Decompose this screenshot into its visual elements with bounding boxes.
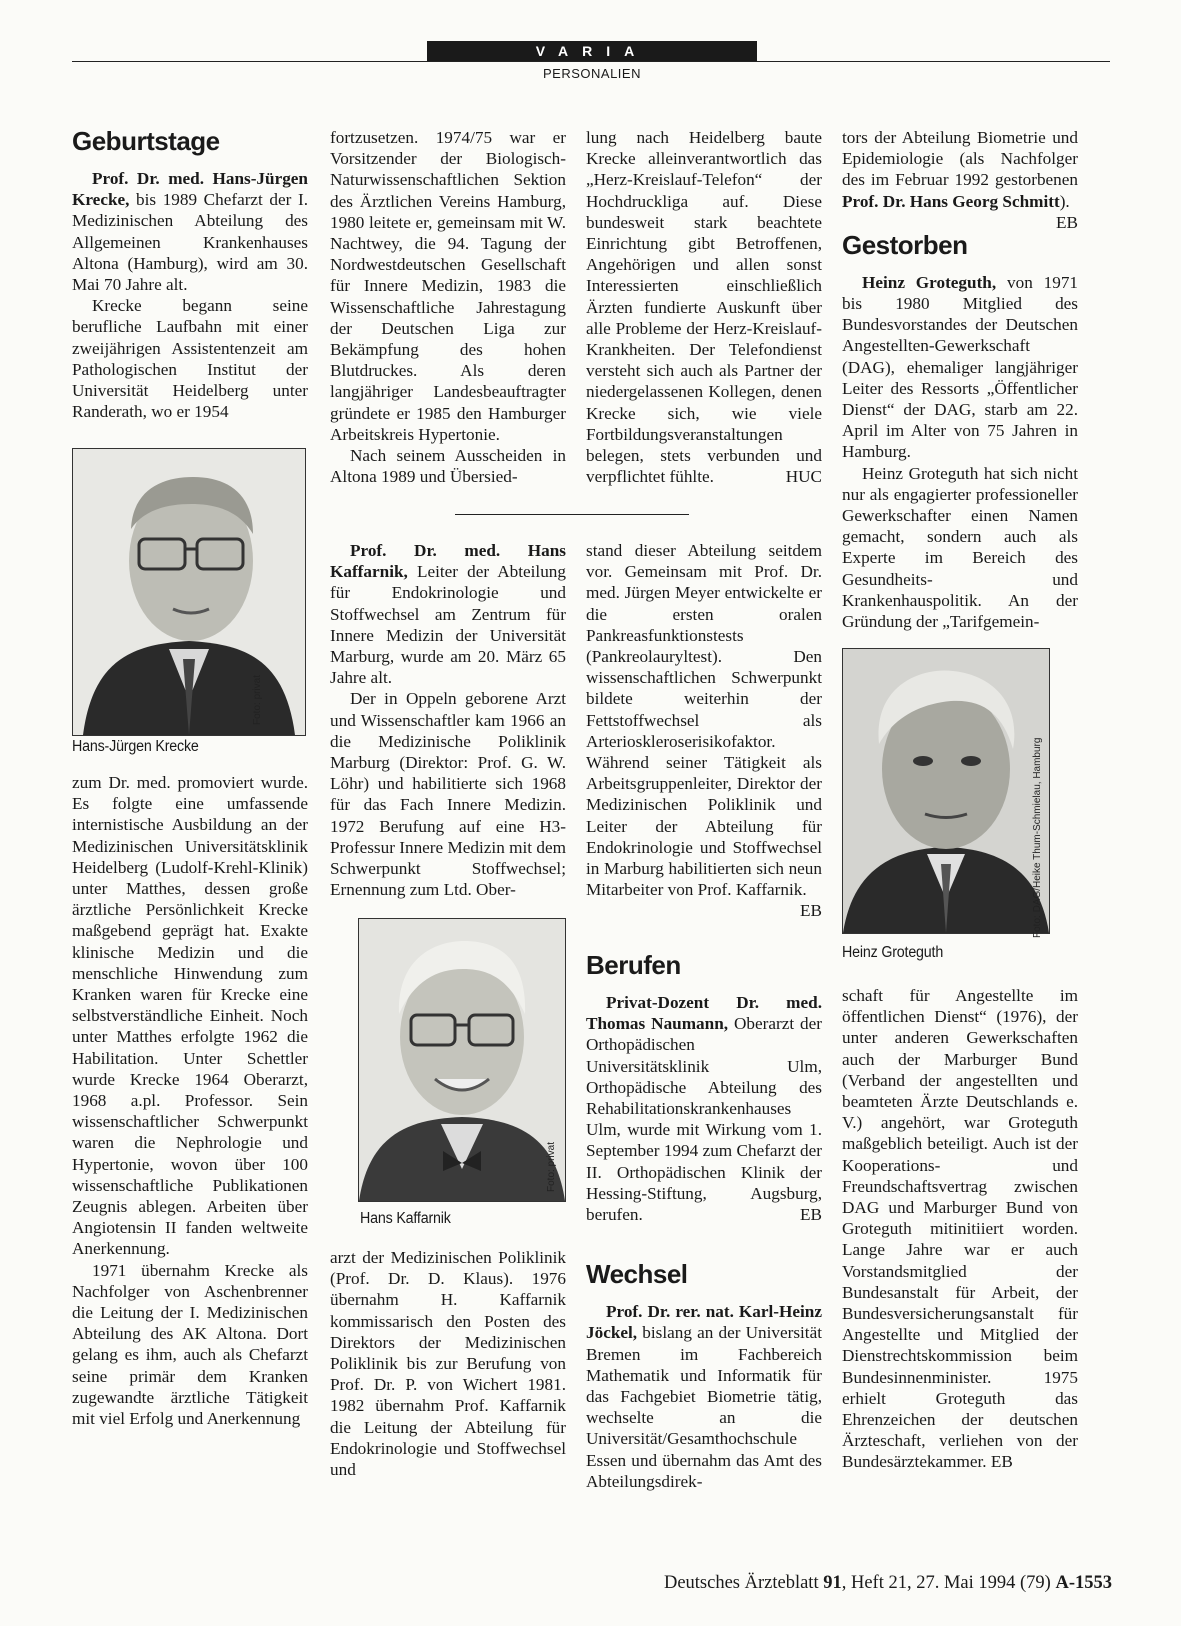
kaffarnik-photo-credit: Foto: privat	[546, 1141, 557, 1192]
krecke-intro: Prof. Dr. med. Hans-Jürgen Krecke, bis 1989 Chefarzt der I. Medizinischen Abteilung des Allgemeinen Krankenhauses Altona (Hamburg), wird am 30. Mai 70 Jahre alt.	[72, 169, 308, 295]
column-3-top	[586, 127, 822, 487]
groteguth-photo-credit: Foto: DAG/Heike Thum-Schmielau, Hamburg	[1032, 737, 1043, 938]
groteguth-photo	[842, 648, 1050, 934]
kaffarnik-director: arzt der Medizinischen Poliklinik (Prof. Dr. D. Klaus). 1976 übernahm H. Kaffarnik kommissarisch den Posten des Direktors der Medizinischen Poliklinik bis zur Berufung von Prof. Dr. P. von Wichert 1981. 1982 übernahm Prof. Kaffarnik die Leitung der Abteilung für Endokrinologie und Stoffwechsel und	[330, 1248, 566, 1480]
section-banner: VARIA	[427, 41, 757, 61]
column-3-lower	[586, 950, 822, 1492]
groteguth-caption: Heinz Groteguth	[842, 944, 944, 961]
groteguth-signature: EB	[990, 1452, 1013, 1472]
krecke-caption: Hans-Jürgen Krecke	[72, 738, 199, 755]
krecke-training: zum Dr. med. promoviert wurde. Es folgte eine umfassende internistische Ausbildung an der Medizinischen Universitätsklinik Heidelberg (Ludolf-Krehl-Klinik) unter Matthes, dessen große ärztliche Persönlichkeit Krecke maßgebend geprägt hat. Exakte klinische Medizin und die menschliche Hinwendung zum Kranken waren für Krecke eine selbstverständliche Einheit. Noch unter Matthes erfolgte 1962 die Habilitation. Unter Schettler wurde Krecke 1964 Oberarzt, 1968 a.pl. Professor. Sein wissenschaftlicher Schwerpunkt waren die Nephrologie und Hypertonie, wovon über 100 wissenschaftliche Publikationen Zeugnis ablegen. Arbeiten über Angiotensin II fanden weltweite Anerkennung.	[72, 773, 308, 1259]
groteguth-tarif: schaft für Angestellte im öffentlichen Dienst“ (1976), der unter anderen Gewerkschaften auch der Marburger Bund (Verband der angestellten und beamteten Ärzte Deutschlands e. V.) angehört, war Groteguth maßgeblich beteiligt. Auch ist der Kooperations- und Freundschaftsvertrag zwischen DAG und Marburger Bund von Groteguth mitinitiiert worden. Lange Jahre war er auch Vorstandsmitglied der Bundesanstalt für Arbeit, der Bundesversicherungsanstalt für Angestellte und Mitglied der Dienstrechtskommission beim Bundesinnenminister. 1975 erhielt Groteguth das Ehrenzeichen der deutschen Ärzteschaft, verliehen von der Bundesärztekammer. EB	[842, 986, 1078, 1472]
kaffarnik-caption: Hans Kaffarnik	[360, 1210, 451, 1227]
kaffarnik-name: Prof. Dr. med. Hans Kaffarnik,	[330, 541, 566, 582]
column-4-top	[842, 127, 1078, 632]
groteguth-name: Heinz Groteguth,	[862, 272, 997, 292]
heading-gestorben: Gestorben	[842, 229, 968, 260]
heading-wechsel: Wechsel	[586, 1259, 688, 1290]
column-2-top	[330, 127, 566, 487]
krecke-activities: fortzusetzen. 1974/75 war er Vorsitzender der Biologisch-Naturwissenschaftlichen Sektion des Ärztlichen Vereins Hamburg, 1980 leitete er, gemeinsam mit W. Nachtwey, die 94. Tagung der Nordwestdeutschen Gesellschaft für Innere Medizin, 1983 die Wissenschaftliche Jahrestagung der Deutschen Liga zur Bekämpfung des hohen Blutdruckes. Als deren langjähriger Landesbeauftragter gründete er 1985 den Hamburger Arbeitskreis Hypertonie.	[330, 128, 566, 444]
joeckel-entry: Prof. Dr. rer. nat. Karl-Heinz Jöckel, bislang an der Universität Bremen im Fachbereich Mathematik und Informatik für das Fachgebiet Biometrie tätig, wechselte an die Universität/Gesamthochschule Essen und übernahm das Amt des Abteilungsdirek-	[586, 1302, 822, 1491]
column-2-bottom	[330, 1247, 566, 1480]
kaffarnik-department: stand dieser Abteilung seitdem vor. Gemeinsam mit Prof. Dr. med. Jürgen Meyer entwickelte er die ersten oralen Pankreasfunktionstests (Pankreolauryltest). Den wissenschaftlichen Schwerpunkt bildete weiterhin der Fettstoffwechsel als Arterioskleroserisikofaktor. Während seiner Tätigkeit als Arbeitsgruppenleiter, Direktor der Medizinischen Poliklinik und Leiter der Abteilung für Endokrinologie und Stoffwechsel in Marburg habilitierten sich neun Mitarbeiter von Prof. Kaffarnik. EB	[586, 541, 822, 921]
krecke-photo	[72, 448, 306, 736]
column-1-bottom	[72, 772, 308, 1429]
article-divider	[455, 514, 689, 515]
joeckel-continued: tors der Abteilung Biometrie und Epidemiologie (als Nachfolger des im Februar 1992 gestorbenen Prof. Dr. Hans Georg Schmitt). EB	[842, 128, 1078, 232]
subsection-label: PERSONALIEN	[543, 66, 641, 81]
naumann-signature: EB	[800, 1205, 822, 1225]
krecke-career-start: Krecke begann seine berufliche Laufbahn mit einer zweijährigen Assistentenzeit am Pathologischen Institut der Universität Heidelberg unter Randerath, wo er 1954	[72, 296, 308, 422]
page-footer: Deutsches Ärzteblatt 91, Heft 21, 27. Mai 1994 (79) A-1553	[663, 1573, 1112, 1593]
naumann-name: Privat-Dozent Dr. med. Thomas Naumann,	[586, 993, 822, 1034]
krecke-heidelberg: lung nach Heidelberg baute Krecke alleinverantwortlich das „Herz-Kreislauf-Telefon“ der Hochdruckliga auf. Diese bundesweit stark beachtete Einrichtung gibt Betroffenen, Angehörigen und allen sonst Interessierten einschließlich Ärzten fundierte Auskunft über alle Probleme der Herz-Kreislauf-Krankheiten. Der Telefondienst versteht sich auch als Partner der niedergelassenen Kollegen, denen Krecke sich, wie viele Fortbildungsveranstaltungen belegen, stets verbunden und verpflichtet fühlte. HUC	[586, 128, 822, 487]
kaffarnik-career: Der in Oppeln geborene Arzt und Wissenschaftler kam 1966 an die Medizinische Poliklinik Marburg (Direktor: Prof. G. W. Löhr) und habilitierte sich 1968 für das Fach Innere Medizin. 1972 Berufung auf eine H3-Professur Innere Medizin mit dem Schwerpunkt Stoffwechsel; Ernennung zum Ltd. Ober-	[330, 689, 566, 900]
column-1-top	[72, 126, 308, 422]
groteguth-career: Heinz Groteguth hat sich nicht nur als engagierter professioneller Gewerkschafter einen Namen gemacht, sondern auch als Experte im Bereich des Gesundheits- und Krankenhauspolitik. An der Gründung der „Tarifgemein-	[842, 463, 1078, 632]
page-number: A-1553	[1055, 1573, 1112, 1593]
kaffarnik-intro: Prof. Dr. med. Hans Kaffarnik, Leiter der Abteilung für Endokrinologie und Stoffwechsel am Zentrum für Innere Medizin der Universität Marburg, wurde am 20. März 65 Jahre alt.	[330, 541, 566, 688]
groteguth-intro: Heinz Groteguth, von 1971 bis 1980 Mitglied des Bundesvorstandes der Deutschen Angestellten-Gewerkschaft (DAG), ehemaliger langjähriger Leiter des Ressorts „Öffentlicher Dienst“ der DAG, starb am 22. April im Alter von 75 Jahren in Hamburg.	[842, 272, 1079, 462]
naumann-entry: Privat-Dozent Dr. med. Thomas Naumann, Oberarzt der Orthopädischen Universitätsklinik Ulm, Orthopädische Abteilung des Rehabilitationskrankenhauses Ulm, wurde mit Wirkung vom 1. September 1994 zum Chefarzt der II. Orthopädischen Klinik der Hessing-Stiftung, Augsburg, berufen. EB	[586, 993, 823, 1225]
kaffarnik-photo	[358, 918, 566, 1202]
kaffarnik-signature: EB	[800, 901, 822, 921]
krecke-signature: HUC	[785, 467, 822, 487]
column-4-bottom	[842, 985, 1078, 1473]
heading-berufen: Berufen	[586, 950, 681, 980]
column-2-middle	[330, 540, 566, 900]
heading-geburtstage: Geburtstage	[72, 126, 220, 156]
header-rule	[72, 61, 1110, 62]
joeckel-signature: EB	[1056, 212, 1078, 232]
krecke-photo-credit: Foto: privat	[252, 674, 263, 725]
joeckel-name: Prof. Dr. rer. nat. Karl-Heinz Jöckel,	[586, 1302, 822, 1343]
column-3-middle	[586, 540, 822, 922]
krecke-name: Prof. Dr. med. Hans-Jürgen Krecke,	[72, 169, 308, 210]
krecke-retirement: Nach seinem Ausscheiden in Altona 1989 und Übersied-	[330, 446, 566, 487]
krecke-altona: 1971 übernahm Krecke als Nachfolger von Aschenbrenner die Leitung der I. Medizinischen Abteilung des AK Altona. Dort gelang es ihm, auch als Chefarzt seine primär dem Kranken zugewandte ärztliche Tätigkeit mit viel Erfolg und Anerkennung	[72, 1260, 308, 1429]
